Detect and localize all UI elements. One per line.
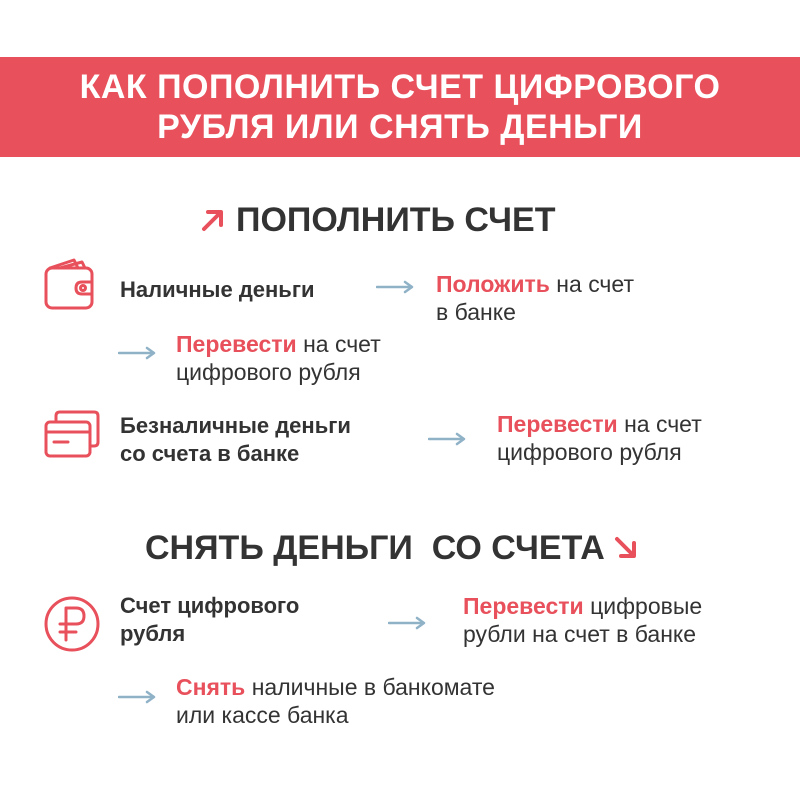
action-transfer: Перевести: [176, 331, 297, 357]
cashless-option-transfer: [497, 410, 702, 466]
action-withdraw: Снять: [176, 674, 246, 700]
cashless-label-line2: со счета в банке: [120, 441, 300, 466]
action-transfer: Перевести: [463, 593, 584, 619]
cashless-label-line1: Безналичные деньги: [120, 413, 351, 438]
flow-arrow-icon: [118, 690, 156, 704]
option-text: на счет: [549, 271, 634, 297]
cash-option-transfer: [176, 330, 381, 386]
digital-ruble-label: [120, 592, 299, 648]
option-text: на счет: [296, 331, 381, 357]
cashless-label: [120, 412, 351, 468]
digital-option-withdraw: [176, 673, 495, 729]
card-icon: [42, 408, 102, 460]
action-transfer: Перевести: [497, 411, 618, 437]
action-deposit: Положить: [436, 271, 550, 297]
header-banner: [0, 57, 800, 157]
digital-option-transfer: [463, 592, 702, 648]
withdraw-section-title: [145, 528, 641, 568]
option-text-line2: рубли на счет в банке: [463, 621, 697, 647]
cash-label: Наличные деньги: [120, 277, 315, 302]
option-text: цифровые: [583, 593, 703, 619]
flow-arrow-icon: [376, 280, 414, 294]
wallet-icon: [42, 256, 100, 314]
flow-arrow-icon: [118, 346, 156, 360]
option-text-line2: цифрового рубля: [176, 359, 361, 385]
digital-label-line2: рубля: [120, 621, 186, 646]
banner-title-line-1: КАК ПОПОЛНИТЬ СЧЕТ ЦИФРОВОГО: [79, 68, 721, 106]
flow-arrow-icon: [388, 616, 426, 630]
topup-section-title: [198, 200, 555, 240]
option-text: на счет: [617, 411, 702, 437]
option-text-line2: в банке: [436, 299, 516, 325]
digital-label-line1: Счет цифрового: [120, 593, 300, 618]
arrow-up-right-icon: [198, 205, 228, 235]
option-text-line2: или кассе банка: [176, 702, 349, 728]
option-text: наличные в банкомате: [245, 674, 495, 700]
flow-arrow-icon: [428, 432, 466, 446]
cash-option-deposit: [436, 270, 634, 326]
banner-title-line-2: РУБЛЯ ИЛИ СНЯТЬ ДЕНЬГИ: [157, 108, 643, 146]
topup-title-text: ПОПОЛНИТЬ СЧЕТ: [236, 201, 556, 239]
arrow-down-right-icon: [611, 533, 641, 563]
withdraw-title-text: СНЯТЬ ДЕНЬГИ СО СЧЕТА: [145, 529, 605, 567]
option-text-line2: цифрового рубля: [497, 439, 682, 465]
ruble-icon: [42, 594, 102, 654]
